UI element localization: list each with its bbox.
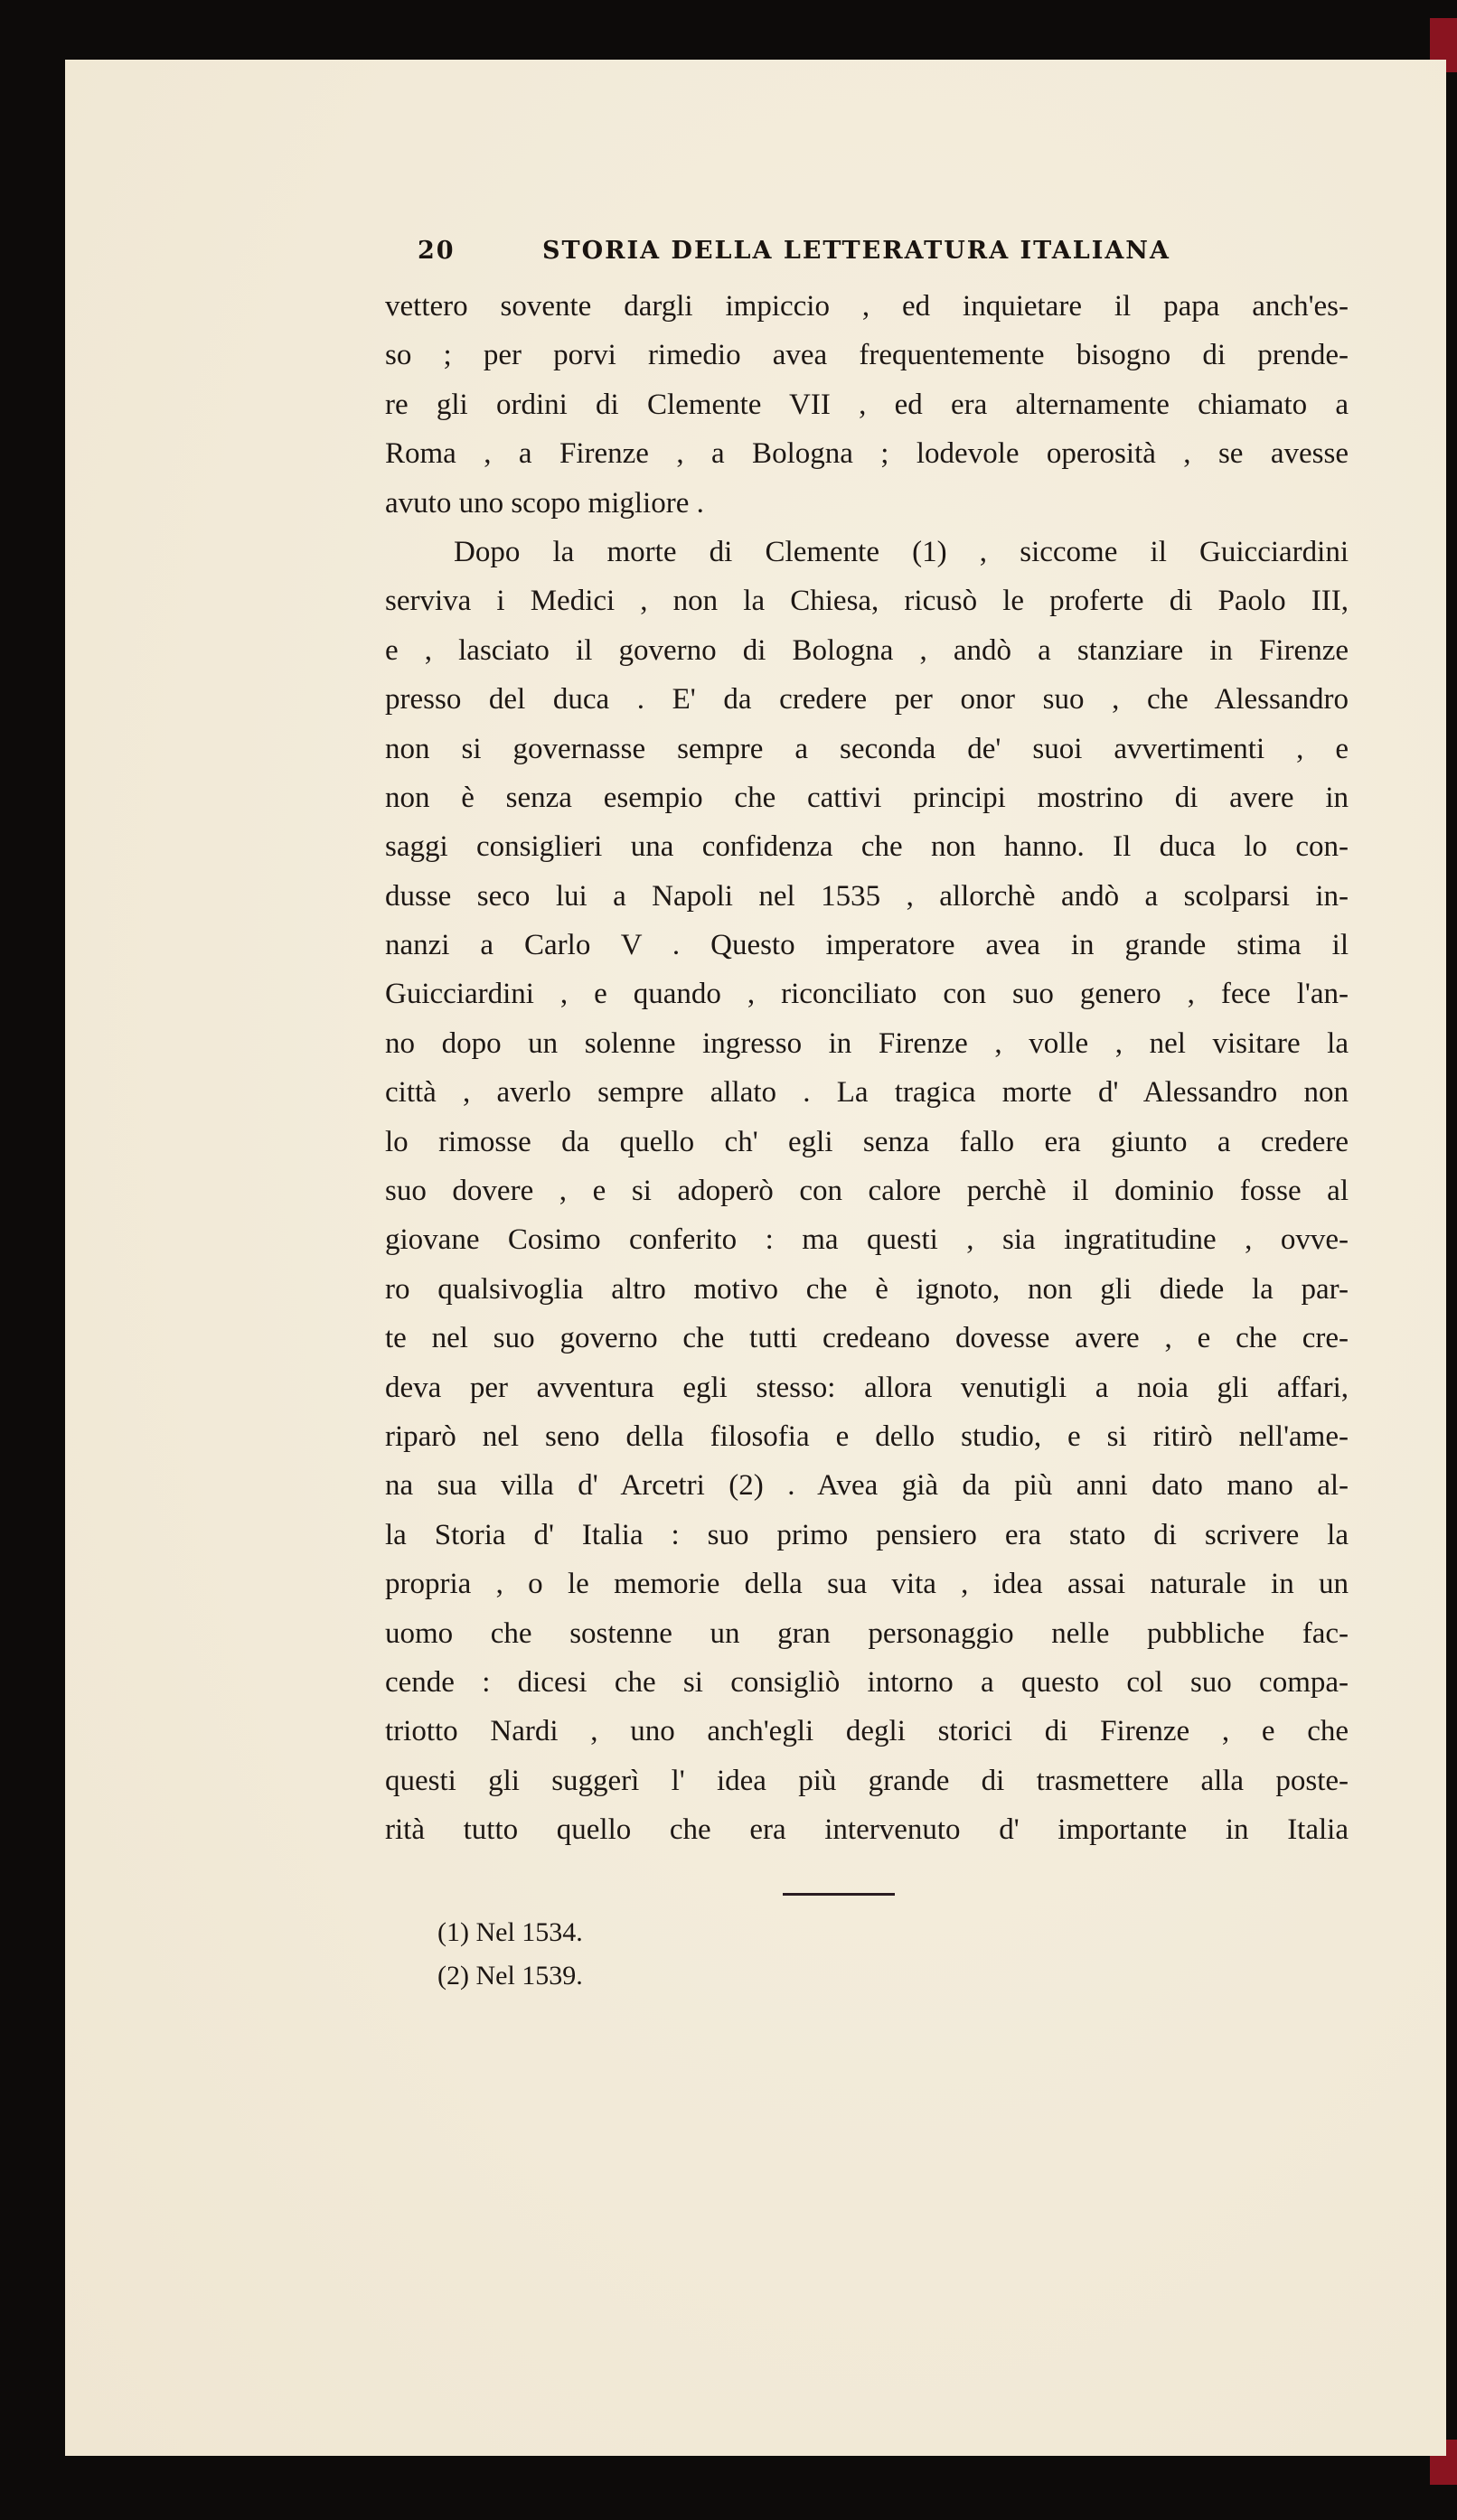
text-line: dusse seco lui a Napoli nel 1535 , allorchè andò a scolparsi in-: [385, 879, 1349, 913]
text-line: propria , o le memorie della sua vita , idea assai naturale in un: [385, 1568, 1349, 1601]
text-line: la Storia d' Italia : suo primo pensiero era stato di scrivere la: [385, 1518, 1349, 1551]
text-line: nanzi a Carlo V . Questo imperatore avea in grande stima il: [385, 929, 1349, 962]
text-line: rità tutto quello che era intervenuto d' importante in Italia: [385, 1813, 1349, 1847]
text-line: avuto uno scopo migliore .: [385, 486, 704, 520]
footnote-1: (1) Nel 1534.: [437, 1917, 583, 1947]
text-line: non è senza esempio che cattivi principi mostrino di avere in: [385, 781, 1349, 814]
body-text: [385, 282, 1349, 1855]
text-line: non si governasse sempre a seconda de' suoi avvertimenti , e: [385, 732, 1349, 765]
text-line: serviva i Medici , non la Chiesa, ricusò le proferte di Paolo III,: [385, 585, 1349, 618]
text-line: deva per avventura egli stesso: allora venutigli a noia gli affari,: [385, 1371, 1349, 1404]
text-line: Roma , a Firenze , a Bologna ; lodevole operosità , se avesse: [385, 437, 1349, 471]
text-line: città , averlo sempre allato . La tragica morte d' Alessandro non: [385, 1076, 1349, 1110]
text-line: suo dovere , e si adoperò con calore perchè il dominio fosse al: [385, 1175, 1349, 1208]
text-line: lo rimosse da quello ch' egli senza fallo era giunto a credere: [385, 1125, 1349, 1158]
text-line: e , lasciato il governo di Bologna , andò a stanziare in Firenze: [385, 633, 1349, 667]
footnote-2: (2) Nel 1539.: [437, 1961, 583, 1991]
text-line: Dopo la morte di Clemente (1) , siccome il Guicciardini: [454, 535, 1349, 568]
text-line: na sua villa d' Arcetri (2) . Avea già da più anni dato mano al-: [385, 1469, 1349, 1503]
running-title: STORIA DELLA LETTERATURA ITALIANA: [542, 237, 1170, 265]
text-line: no dopo un solenne ingresso in Firenze , volle , nel visitare la: [385, 1026, 1349, 1060]
text-line: triotto Nardi , uno anch'egli degli storici di Firenze , e che: [385, 1715, 1349, 1748]
page-number: 20: [418, 237, 456, 265]
text-line: giovane Cosimo conferito : ma questi , sia ingratitudine , ovve-: [385, 1223, 1349, 1257]
text-line: so ; per porvi rimedio avea frequentemente bisogno di prende-: [385, 339, 1349, 372]
footnote-rule: [783, 1893, 895, 1896]
text-line: presso del duca . E' da credere per onor suo , che Alessandro: [385, 683, 1349, 717]
text-line: questi gli suggerì l' idea più grande di trasmettere alla poste-: [385, 1764, 1349, 1797]
text-line: re gli ordini di Clemente VII , ed era alternamente chiamato a: [385, 388, 1349, 421]
text-line: riparò nel seno della filosofia e dello studio, e si ritirò nell'ame-: [385, 1419, 1349, 1453]
text-line: saggi consiglieri una confidenza che non hanno. Il duca lo con-: [385, 830, 1349, 864]
text-line: cende : dicesi che si consigliò intorno a questo col suo compa-: [385, 1665, 1349, 1699]
text-line: vettero sovente dargli impiccio , ed inquietare il papa anch'es-: [385, 290, 1349, 323]
text-line: uomo che sostenne un gran personaggio nelle pubbliche fac-: [385, 1616, 1349, 1650]
text-line: ro qualsivoglia altro motivo che è ignoto, non gli diede la par-: [385, 1272, 1349, 1306]
text-line: te nel suo governo che tutti credeano dovesse avere , e che cre-: [385, 1322, 1349, 1355]
text-line: Guicciardini , e quando , riconciliato con suo genero , fece l'an-: [385, 978, 1349, 1011]
